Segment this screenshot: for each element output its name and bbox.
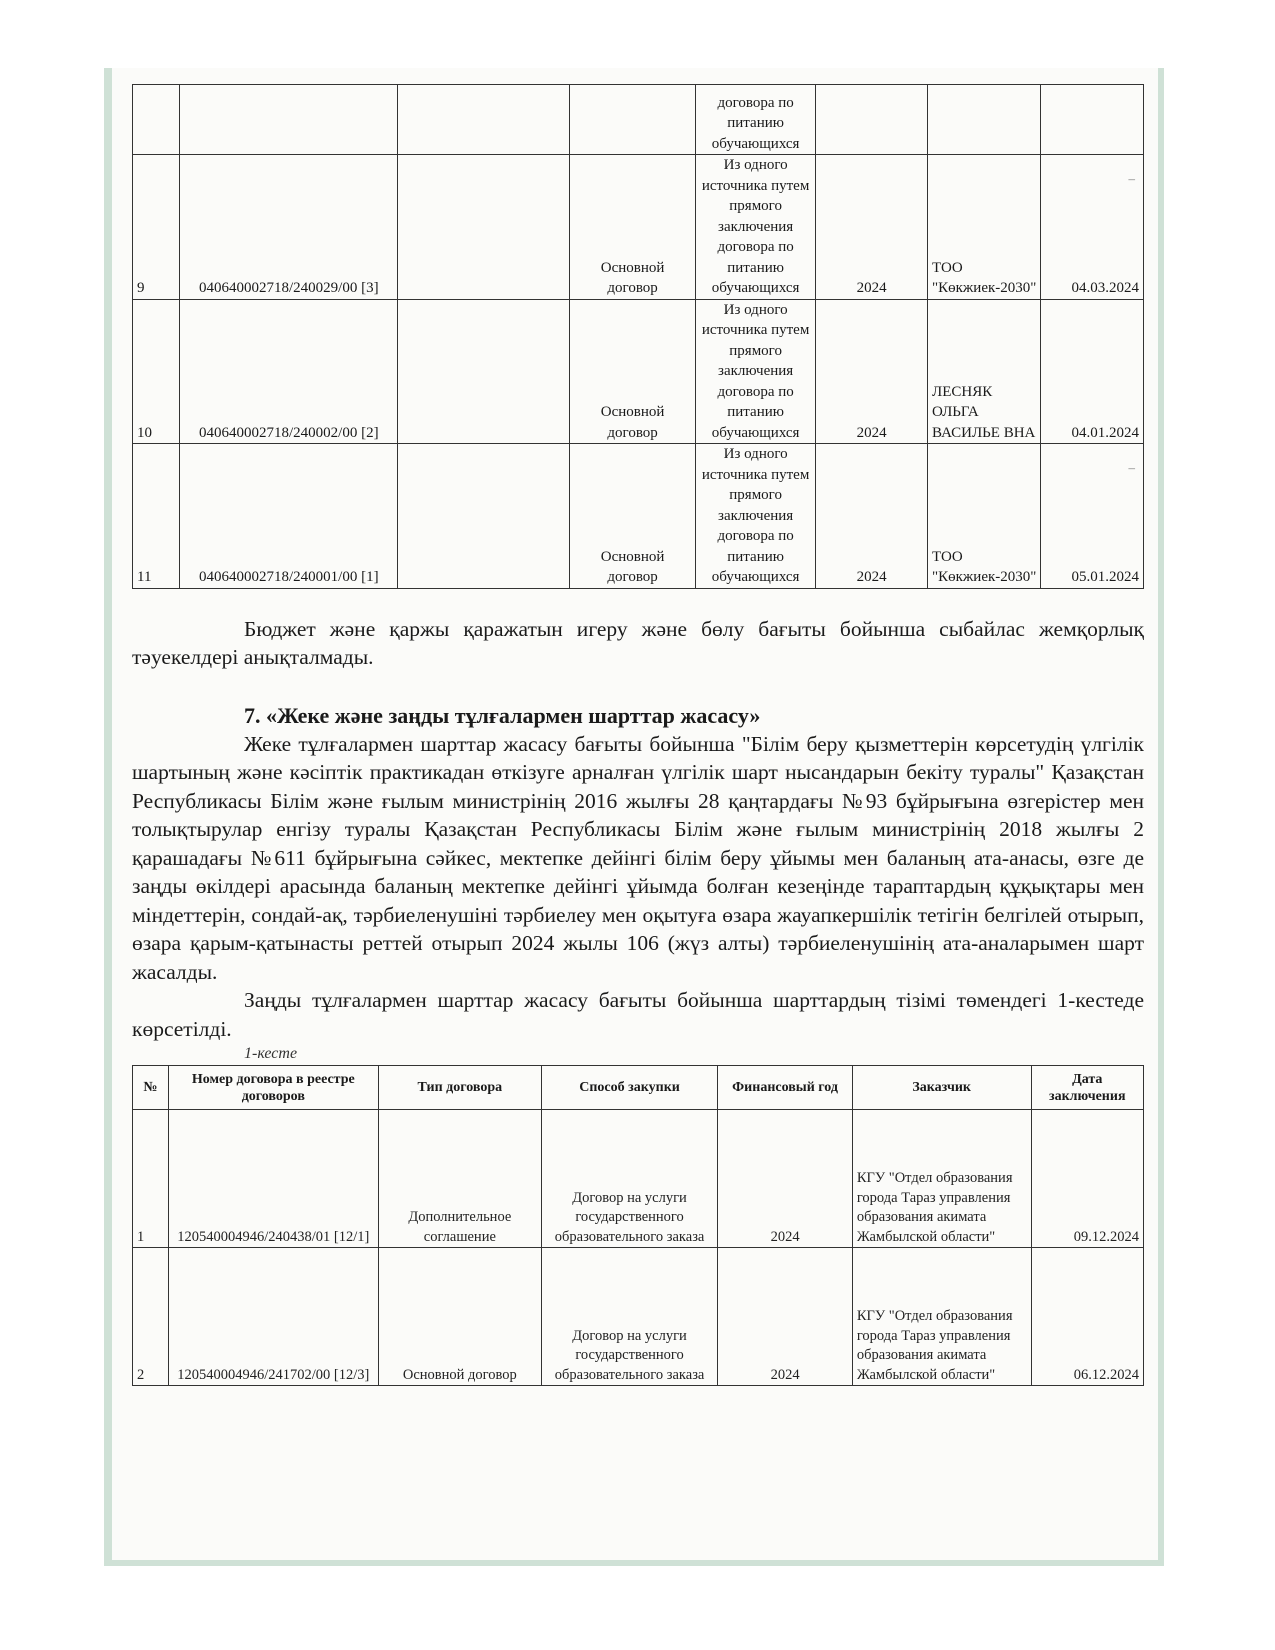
contract-number [180, 85, 398, 155]
table-header-row [133, 1066, 1144, 1110]
customer [928, 85, 1041, 155]
contracts-table-continued [132, 84, 1144, 589]
financial-year: 2024 [816, 155, 928, 300]
customer: КГУ "Отдел образования города Тараз управления образования акимата Жамбылской области" [852, 1248, 1031, 1386]
pen-dash-mark: – [1128, 460, 1135, 475]
financial-year: 2024 [816, 444, 928, 589]
table-row [133, 299, 1144, 444]
contract-date: 04.01.2024 [1040, 299, 1143, 444]
empty-cell [398, 444, 570, 589]
table-row [133, 155, 1144, 300]
row-number: 1 [133, 1110, 169, 1248]
contract-type: Основной договор [570, 155, 696, 300]
contracts-table-1 [132, 1065, 1144, 1386]
contract-type: Основной договор [570, 444, 696, 589]
header-procurement-method: Способ закупки [541, 1066, 718, 1110]
contract-number: 120540004946/240438/01 [12/1] [168, 1110, 378, 1248]
header-contract-number: Номер договора в реестре договоров [168, 1066, 378, 1110]
paragraph-individuals: Жеке тұлғалармен шарттар жасасу бағыты бойынша "Білім беру қызметтерін көрсетудің үлгілік шартының және кәсіптік практикадан өткізуге арналған үлгілік шарт нысандарын бекіту туралы" Қазақстан Республикасы Білім және ғылым министрінің 2016 жылғы 28 қаңтардағы №93 бұйрығына өзгерістер мен толықтырулар енгізу туралы Қазақстан Республикасы Білім және ғылым министрінің 2018 жылғы 2 қарашадағы №611 бұйрығына сәйкес, мектепке дейінгі білім беру ұйымы мен баланың ата-анасы, өзге де заңды өкілдері арасында баланың мектепке дейінгі ұйымда болған кезеңінде тараптардың құқықтары мен міндеттерін, сондай-ақ, тәрбиеленушіні тәрбиелеу мен оқытуға өзара жауапкершілік тетігін белгілей отырып, өзара қарым-қатынасты реттей отырып 2024 жылы 106 (жүз алты) тәрбиеленушінің ата-аналарымен шарт жасалды. [132, 731, 1144, 984]
contract-type [570, 85, 696, 155]
contract-date [1040, 155, 1143, 300]
procurement-method: Из одного источника путем прямого заключения договора по питанию обучающихся [695, 444, 815, 589]
header-contract-date: Дата заключения [1031, 1066, 1144, 1110]
financial-year: 2024 [718, 1110, 853, 1248]
empty-cell [398, 299, 570, 444]
section-heading: 7. «Жеке және заңды тұлғалармен шарттар жасасу» [244, 702, 761, 728]
table-row [133, 1248, 1144, 1386]
procurement-method: Договор на услуги государственного образовательного заказа [541, 1248, 718, 1386]
contract-type: Дополнительное соглашение [378, 1110, 541, 1248]
customer: ТОО "Көкжиек-2030" [928, 155, 1041, 300]
table-row [133, 85, 1144, 155]
empty-cell [398, 155, 570, 300]
paragraph-legal-entities: Заңды тұлғалармен шарттар жасасу бағыты бойынша шарттардың тізімі төмендегі 1-кестеде көрсетілді. [132, 988, 1144, 1041]
header-contract-type: Тип договора [378, 1066, 541, 1110]
document-content [132, 84, 1144, 1386]
financial-year: 2024 [816, 299, 928, 444]
customer: ЛЕСНЯК ОЛЬГА ВАСИЛЬЕ ВНА [928, 299, 1041, 444]
header-financial-year: Финансовый год [718, 1066, 853, 1110]
row-number: 9 [133, 155, 180, 300]
financial-year: 2024 [718, 1248, 853, 1386]
contract-date [1040, 444, 1143, 589]
contract-type: Основной договор [378, 1248, 541, 1386]
table-caption: 1-кесте [244, 1045, 298, 1062]
row-number [133, 85, 180, 155]
table-row [133, 1110, 1144, 1248]
empty-cell [398, 85, 570, 155]
procurement-method: договора по питанию обучающихся [695, 85, 815, 155]
contract-type: Основной договор [570, 299, 696, 444]
header-customer: Заказчик [852, 1066, 1031, 1110]
paragraph-budget: Бюджет және қаржы қаражатын игеру және бөлу бағыты бойынша сыбайлас жемқорлық тәуекелдері анықталмады. [132, 616, 1144, 669]
contract-date: 09.12.2024 [1031, 1110, 1144, 1248]
pen-dash-mark: – [1128, 171, 1135, 186]
row-number: 2 [133, 1248, 169, 1386]
financial-year [816, 85, 928, 155]
procurement-method: Из одного источника путем прямого заключения договора по питанию обучающихся [695, 155, 815, 300]
customer: ТОО "Көкжиек-2030" [928, 444, 1041, 589]
procurement-method: Договор на услуги государственного образовательного заказа [541, 1110, 718, 1248]
row-number: 11 [133, 444, 180, 589]
procurement-method: Из одного источника путем прямого заключения договора по питанию обучающихся [695, 299, 815, 444]
contract-number: 120540004946/241702/00 [12/3] [168, 1248, 378, 1386]
contract-date-text: 04.03.2024 [1071, 280, 1139, 296]
header-no: № [133, 1066, 169, 1110]
table-row [133, 444, 1144, 589]
contract-date-text: 05.01.2024 [1071, 569, 1139, 585]
contract-number: 040640002718/240001/00 [1] [180, 444, 398, 589]
contract-date: 06.12.2024 [1031, 1248, 1144, 1386]
contract-number: 040640002718/240002/00 [2] [180, 299, 398, 444]
contract-number: 040640002718/240029/00 [3] [180, 155, 398, 300]
customer: КГУ "Отдел образования города Тараз управления образования акимата Жамбылской области" [852, 1110, 1031, 1248]
row-number: 10 [133, 299, 180, 444]
contract-date [1040, 85, 1143, 155]
